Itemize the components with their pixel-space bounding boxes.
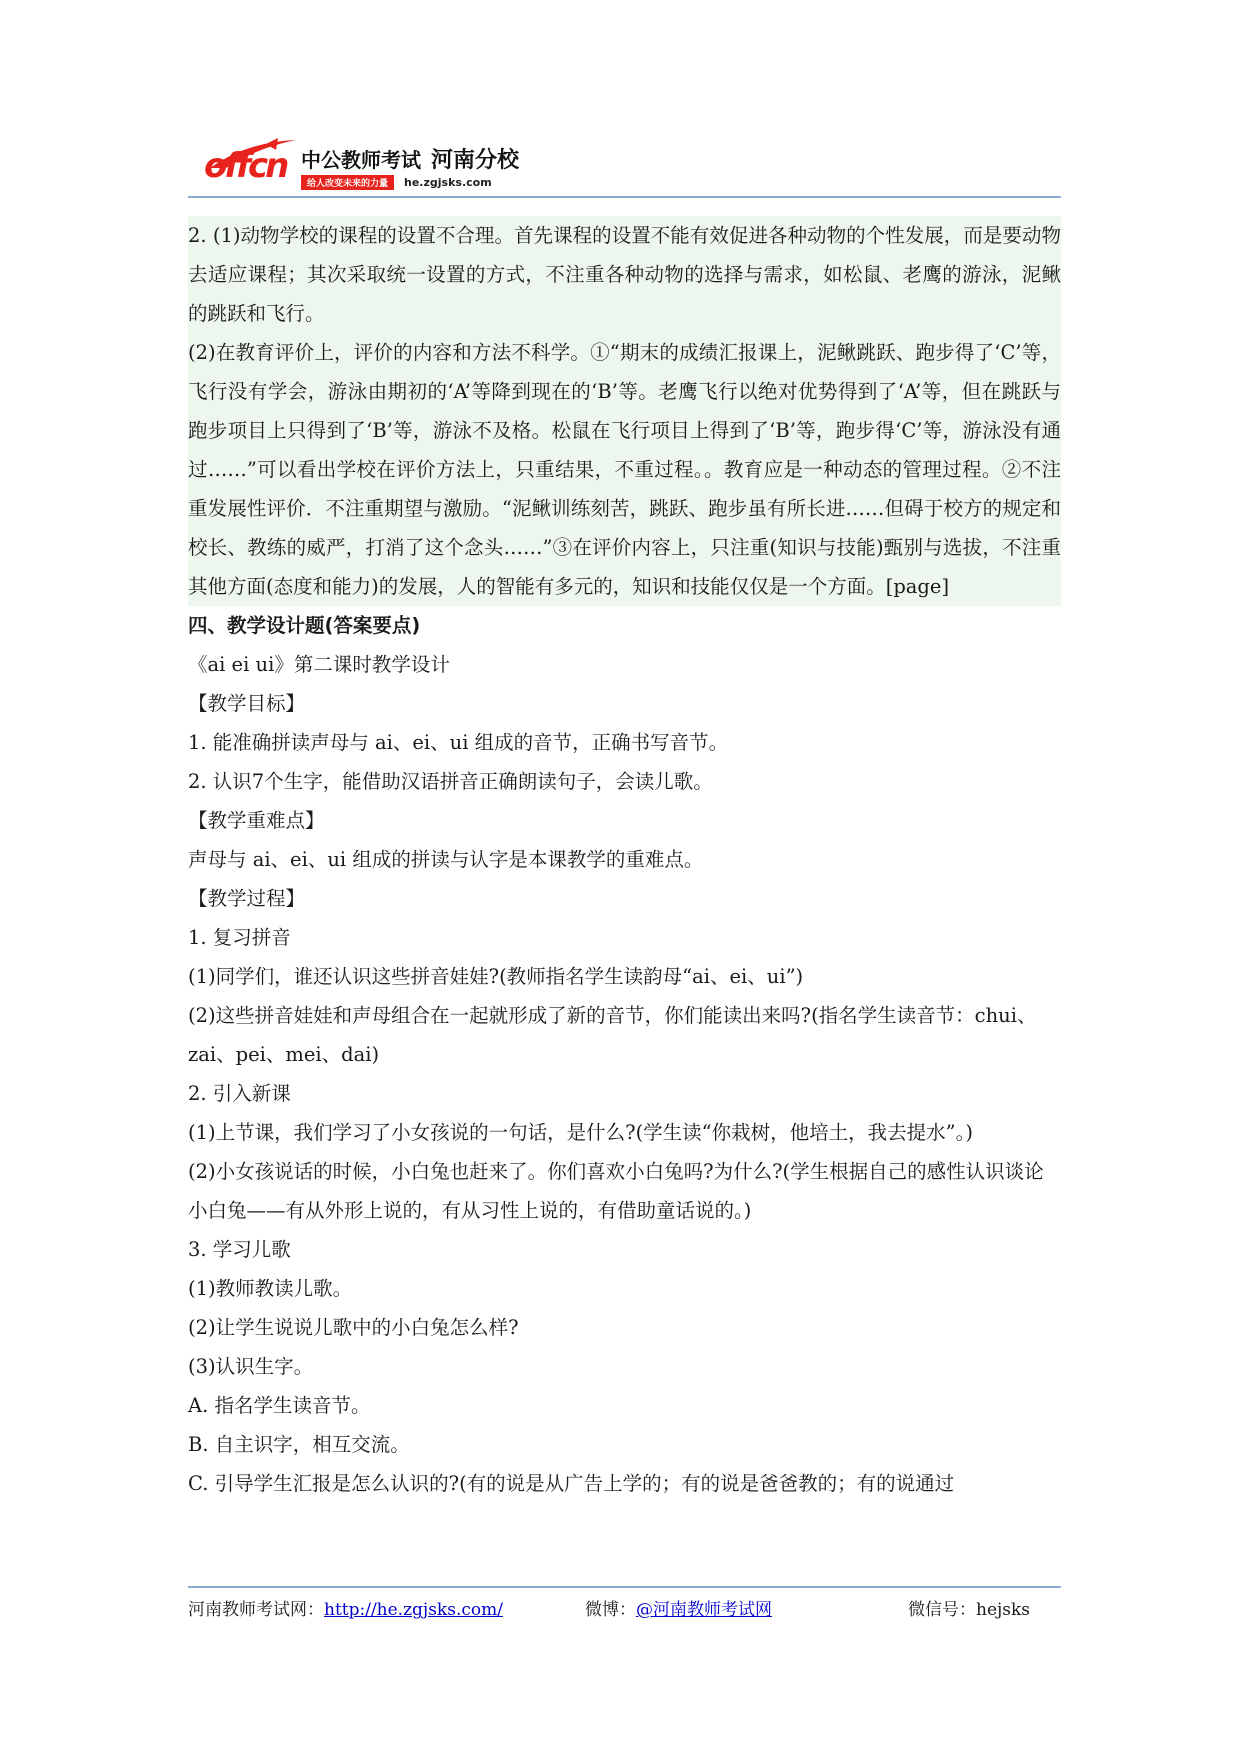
footer-site-label: 河南教师考试网： — [188, 1600, 324, 1620]
document-body — [188, 216, 1061, 1503]
lesson-title: 《ai ei ui》第二课时教学设计 — [188, 653, 450, 676]
page-header — [188, 130, 1061, 195]
step-3-C: C. 引导学生汇报是怎么认识的?(有的说是从广告上学的；有的说是爸爸教的；有的说通过 — [188, 1472, 955, 1495]
goal-item-2: 2. 认识7个生字，能借助汉语拼音正确朗读句子，会读儿歌。 — [188, 770, 713, 793]
header-site: he.zgjsks.com — [404, 175, 492, 189]
brand-name: 中公教师考试 — [301, 147, 421, 172]
answer-paragraph-1: 2. (1)动物学校的课程的设置不合理。首先课程的设置不能有效促进各种动物的个性发展，而是要动物去适应课程；其次采取统一设置的方式，不注重各种动物的选择与需求，如松鼠、老鹰的游泳，泥鳅的跳跃和飞行。 — [188, 224, 1061, 325]
step-2-b: (2)小女孩说话的时候，小白兔也赶来了。你们喜欢小白兔吗?为什么?(学生根据自己的感性认识谈论小白兔——有从外形上说的，有从习性上说的，有借助童话说的。) — [188, 1160, 1044, 1222]
step-3-b: (2)让学生说说儿歌中的小白兔怎么样? — [188, 1316, 519, 1339]
offcn-logo — [204, 138, 519, 194]
section-heading: 四、教学设计题(答案要点) — [188, 614, 421, 637]
footer-wechat — [908, 1592, 1030, 1628]
footer-weibo-label: 微博： — [585, 1600, 636, 1620]
step-3-B: B. 自主识字，相互交流。 — [188, 1433, 410, 1456]
key-points-label: 【教学重难点】 — [188, 809, 325, 832]
brand-slogan: 给人改变未来的力量 — [301, 175, 394, 190]
step-3-title: 3. 学习儿歌 — [188, 1238, 291, 1261]
footer-site — [188, 1592, 503, 1628]
branch-name: 河南分校 — [431, 147, 520, 173]
header-divider — [188, 196, 1061, 198]
goals-label: 【教学目标】 — [188, 692, 306, 715]
footer-weibo — [585, 1592, 772, 1628]
key-points-text: 声母与 ai、ei、ui 组成的拼读与认字是本课教学的重难点。 — [188, 848, 704, 871]
logo-text — [301, 143, 519, 190]
footer-site-link[interactable]: http://he.zgjsks.com/ — [324, 1600, 503, 1620]
step-1-a: (1)同学们，谁还认识这些拼音娃娃?(教师指名学生读韵母“ai、ei、ui”) — [188, 965, 804, 988]
offcn-logo-mark — [204, 138, 299, 194]
step-2-a: (1)上节课，我们学习了小女孩说的一句话，是什么?(学生读“你栽树，他培土，我去提水”。) — [188, 1121, 973, 1144]
logo-offcn-text: offcn — [204, 146, 287, 186]
page-footer — [188, 1592, 1061, 1628]
footer-divider — [188, 1586, 1061, 1588]
step-1-b: (2)这些拼音娃娃和声母组合在一起就形成了新的音节，你们能读出来吗?(指名学生读音节：chui、 zai、pei、mei、dai) — [188, 1004, 1037, 1066]
footer-weibo-link[interactable]: @河南教师考试网 — [636, 1600, 772, 1620]
step-3-a: (1)教师教读儿歌。 — [188, 1277, 353, 1300]
process-label: 【教学过程】 — [188, 887, 306, 910]
step-1-title: 1. 复习拼音 — [188, 926, 291, 949]
answer-paragraph-2: (2)在教育评价上，评价的内容和方法不科学。①“期末的成绩汇报课上，泥鳅跳跃、跑步得了‘C’等，飞行没有学会，游泳由期初的‘A’等降到现在的‘B’等。老鹰飞行以绝对优势得到了‘A’等，但在跳跃与跑步项目上只得到了‘B’等，游泳不及格。松鼠在飞行项目上得到了‘B’等，跑步得‘C’等，游泳没有通过……”可以看出学校在评价方法上，只重结果，不重过程。。教育应是一种动态的管理过程。②不注重发展性评价．不注重期望与激励。“泥鳅训练刻苦，跳跃、跑步虽有所长进……但碍于校方的规定和校长、教练的威严，打消了这个念头……”③在评价内容上，只注重(知识与技能)甄别与选拔，不注重其他方面(态度和能力)的发展，人的智能有多元的，知识和技能仅仅是一个方面。[page] — [188, 341, 1061, 598]
goal-item-1: 1. 能准确拼读声母与 ai、ei、ui 组成的音节，正确书写音节。 — [188, 731, 729, 754]
step-3-A: A. 指名学生读音节。 — [188, 1394, 371, 1417]
answer-block — [188, 216, 1061, 606]
footer-wechat-id: hejsks — [976, 1600, 1031, 1620]
footer-wechat-label: 微信号： — [908, 1600, 976, 1620]
step-2-title: 2. 引入新课 — [188, 1082, 291, 1105]
step-3-c: (3)认识生字。 — [188, 1355, 314, 1378]
